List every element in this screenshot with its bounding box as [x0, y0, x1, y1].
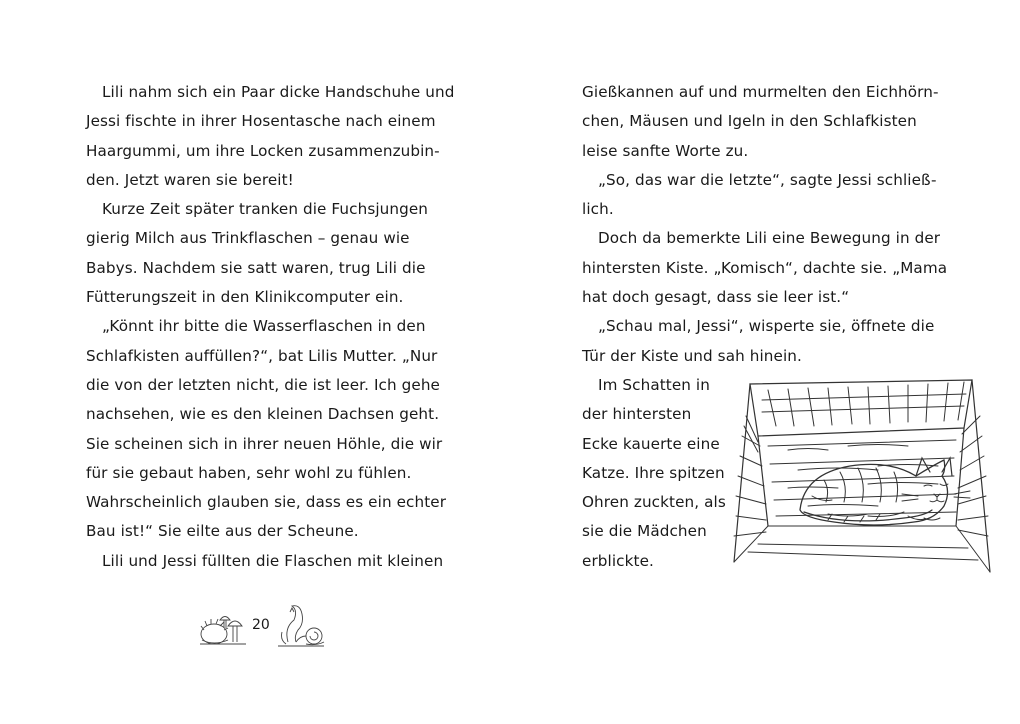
- page-number: 20: [252, 617, 270, 633]
- right-page-text-line: „So, das war die letzte“, sagte Jessi schließ-: [598, 170, 937, 189]
- left-page-text-line: Bau ist!“ Sie eilte aus der Scheune.: [86, 522, 359, 541]
- left-page-text-line: Lili nahm sich ein Paar dicke Handschuhe und: [102, 83, 455, 101]
- left-page-text-line: Wahrscheinlich glauben sie, dass es ein echter: [86, 493, 447, 512]
- right-page-text-line: Gießkannen auf und murmelten den Eichhörn-: [582, 83, 939, 101]
- left-page-text-line: gierig Milch aus Trinkflaschen – genau wie: [86, 229, 410, 248]
- left-page: [86, 78, 455, 576]
- right-page-text-line: erblickte.: [582, 551, 654, 570]
- squirrel-snail-sketch-icon: [276, 602, 326, 650]
- left-page-text-line: nachsehen, wie es den kleinen Dachsen geht.: [86, 405, 440, 424]
- right-page-text-line: Ohren zuckten, als: [582, 493, 726, 512]
- left-page-text-line: Sie scheinen sich in ihrer neuen Höhle, die wir: [86, 434, 443, 453]
- left-page-text-line: „Könnt ihr bitte die Wasserflaschen in den: [102, 317, 426, 336]
- right-page-text-line: chen, Mäusen und Igeln in den Schlafkisten: [582, 112, 917, 131]
- right-page-text-line: lich.: [582, 200, 614, 219]
- left-page-text-line: Babys. Nachdem sie satt waren, trug Lili die: [86, 258, 426, 277]
- right-page-text-line: leise sanfte Worte zu.: [582, 141, 749, 160]
- left-page-text-line: Lili und Jessi füllten die Flaschen mit kleinen: [102, 551, 444, 570]
- left-page-text-line: Kurze Zeit später tranken die Fuchsjungen: [102, 200, 429, 219]
- right-page-text-line: Im Schatten in: [598, 375, 710, 394]
- left-page-text-line: für sie gebaut haben, sehr wohl zu fühlen.: [86, 463, 412, 482]
- left-page-text-line: Haargummi, um ihre Locken zusammenzubin-: [86, 141, 440, 160]
- right-page-text-line: sie die Mädchen: [582, 522, 707, 541]
- right-page-text-line: Doch da bemerkte Lili eine Bewegung in der: [598, 229, 941, 248]
- left-page-text-line: den. Jetzt waren sie bereit!: [86, 170, 294, 189]
- right-page-text-line: hat doch gesagt, dass sie leer ist.“: [582, 288, 850, 307]
- left-page-text-line: Schlafkisten auffüllen?“, bat Lilis Mutter. „Nur: [86, 346, 438, 365]
- right-page-text-line: der hintersten: [582, 405, 692, 424]
- left-page-text-line: Jessi fischte in ihrer Hosentasche nach einem: [86, 112, 436, 131]
- right-page-text-line: Ecke kauerte eine: [582, 434, 720, 453]
- left-page-text-line: die von der letzten nicht, die ist leer. Ich gehe: [86, 375, 440, 394]
- right-page-text-line: hintersten Kiste. „Komisch“, dachte sie. „Mama: [582, 258, 948, 277]
- right-page-text-line: „Schau mal, Jessi“, wisperte sie, öffnete die: [598, 317, 935, 336]
- right-page-text-line: Tür der Kiste und sah hinein.: [582, 346, 802, 365]
- cat-in-box-sketch-icon: [728, 376, 996, 584]
- right-page-text-line: Katze. Ihre spitzen: [582, 463, 725, 482]
- mushroom-hedgehog-sketch-icon: [198, 604, 248, 648]
- left-page-text-line: Fütterungszeit in den Klinikcomputer ein.: [86, 288, 404, 307]
